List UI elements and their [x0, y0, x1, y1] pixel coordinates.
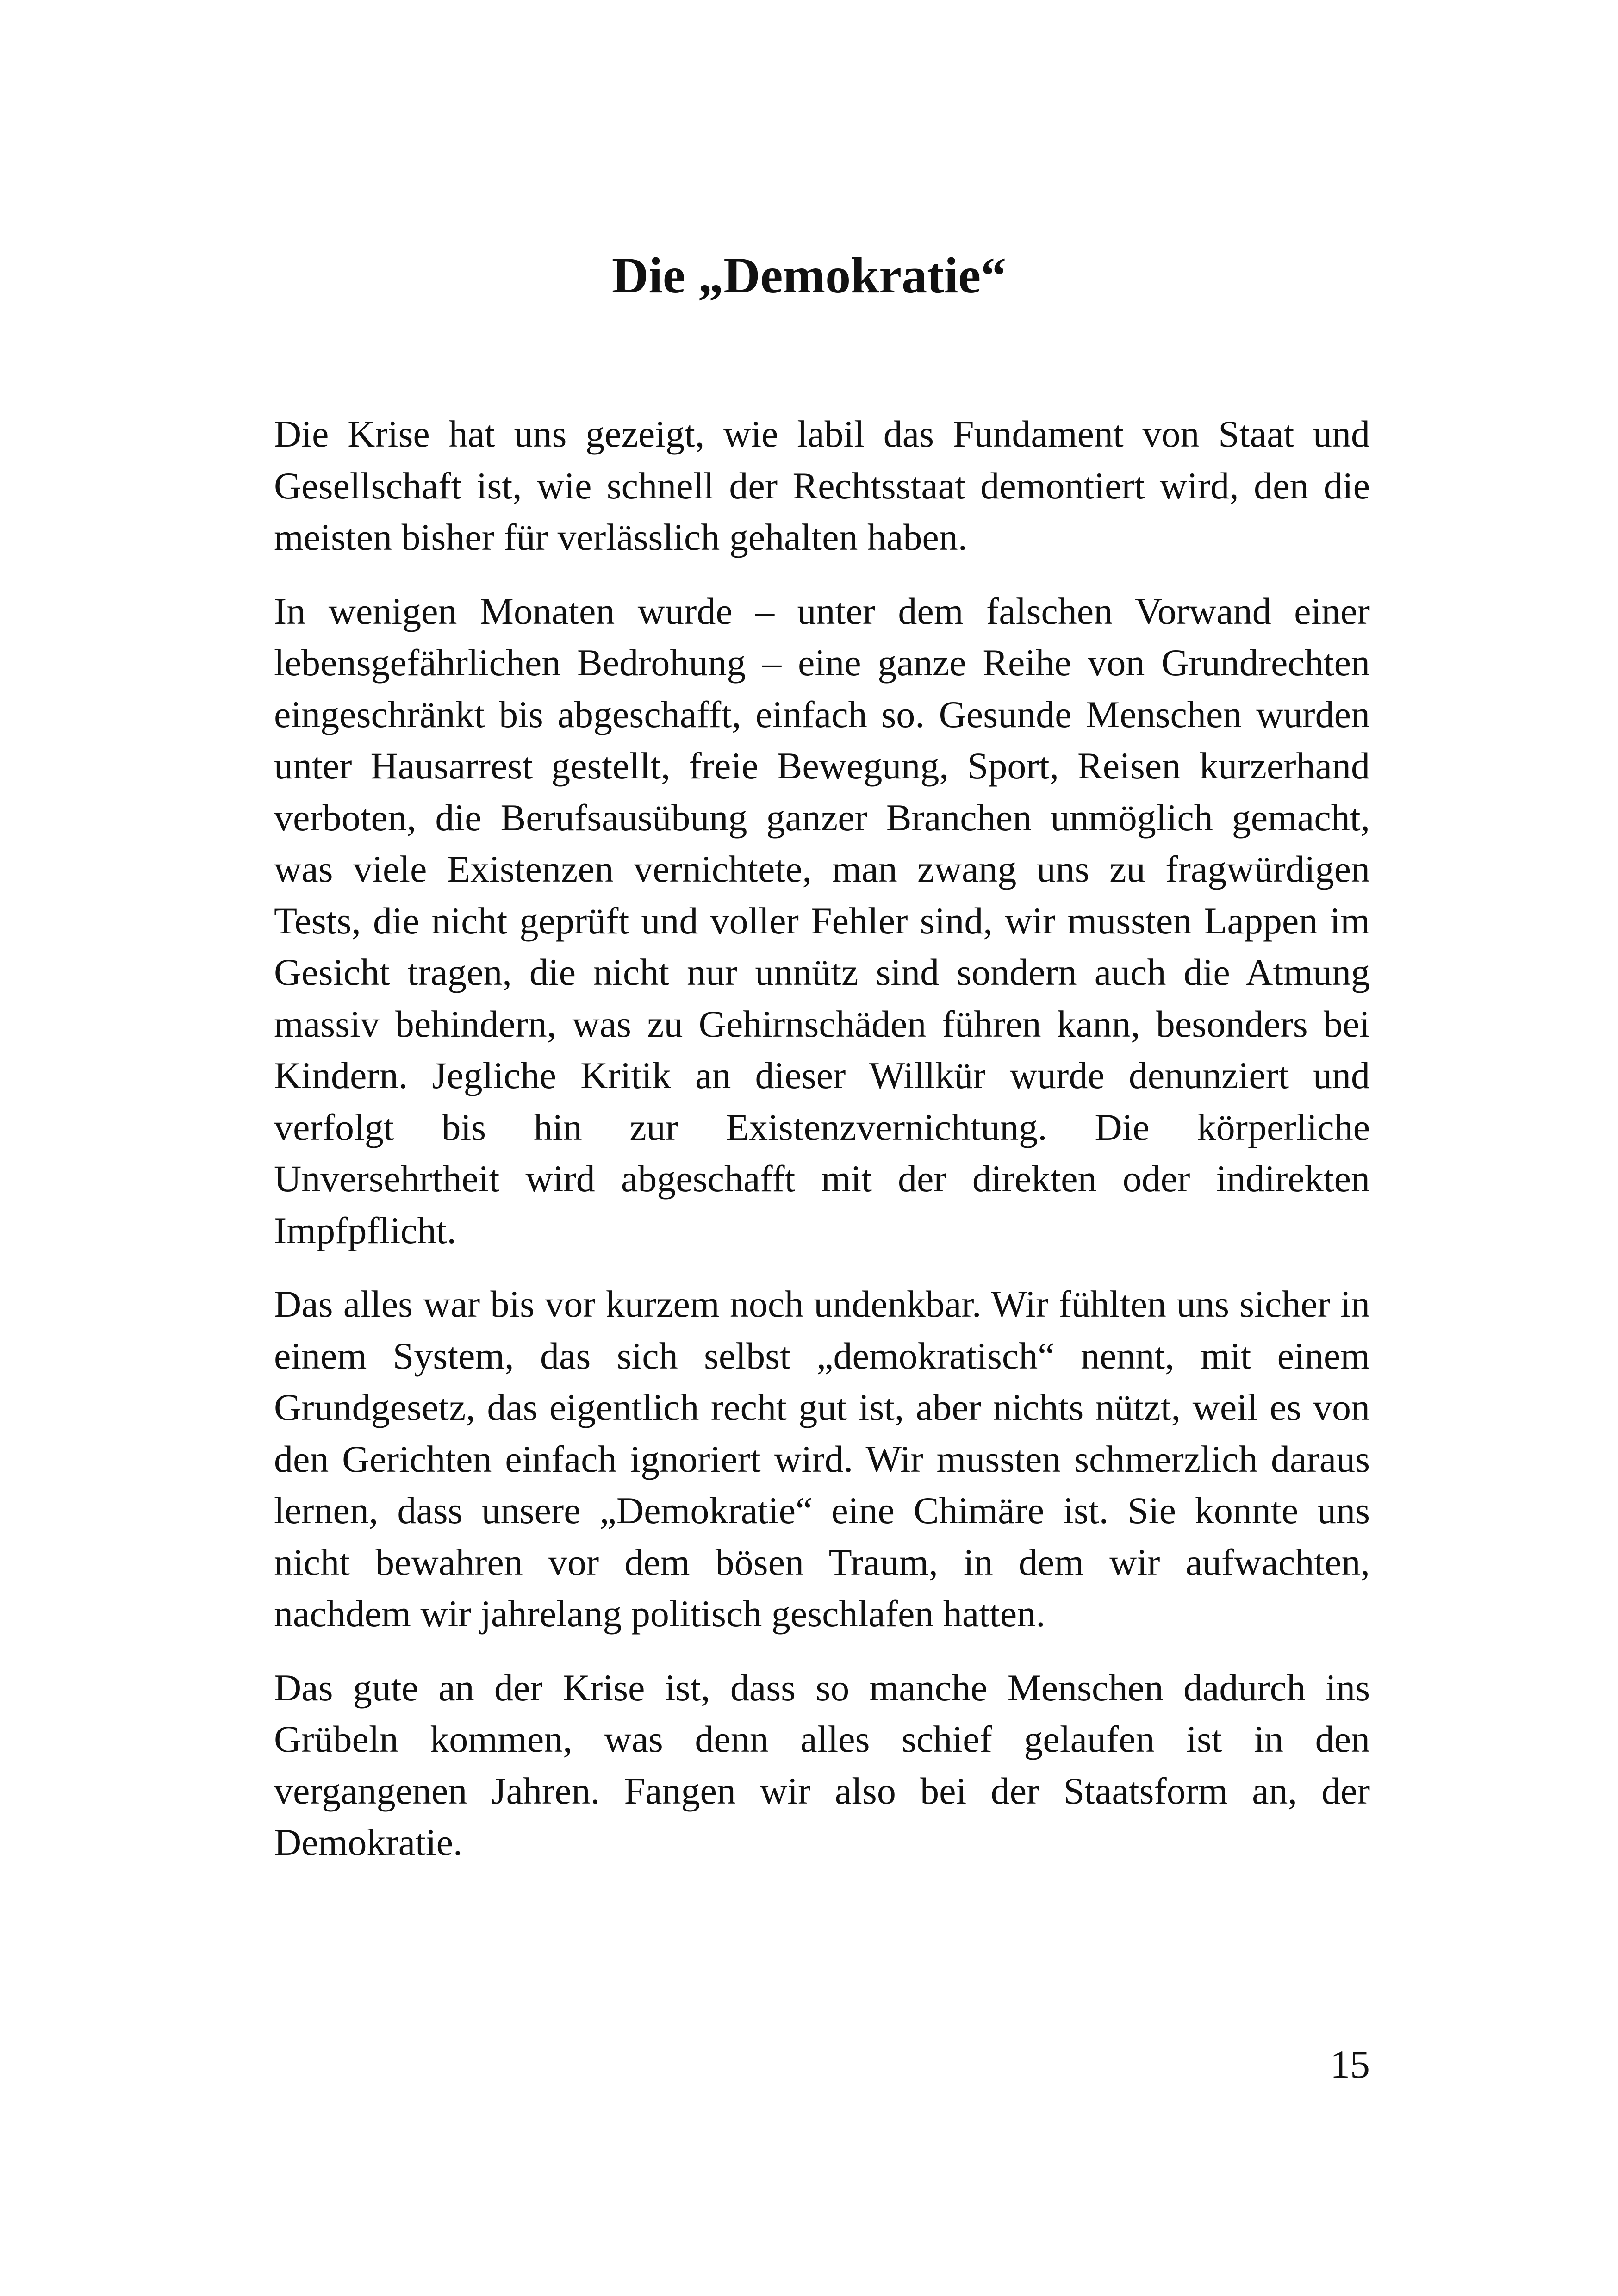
paragraph-2: In wenigen Monaten wurde – unter dem falschen Vorwand einer lebensgefährlichen Bedrohung – eine ganze Reihe von Grundrechten eingeschränkt bis abgeschafft, einfach so. Gesunde Menschen wurden unter Hausarrest gestellt, freie Bewegung, Sport, Reisen kurzerhand verboten, die Berufsausübung ganzer Branchen unmöglich gemacht, was viele Existenzen vernichtete, man zwang uns zu fragwürdigen Tests, die nicht geprüft und voller Fehler sind, wir mussten Lappen im Gesicht tragen, die nicht nur unnütz sind sondern auch die Atmung massiv behindern, was zu Gehirnschäden führen kann, besonders bei Kindern. Jegliche Kritik an dieser Willkür wurde denunziert und verfolgt bis hin zur Existenzvernichtung. Die körperliche Unversehrtheit wird abgeschafft mit der direkten oder indirekten Impfpflicht.	[274, 590, 1370, 1251]
body-text	[274, 408, 1370, 1891]
chapter-title: Die „Demokratie“	[611, 247, 1007, 304]
page-number: 15	[1330, 2042, 1370, 2086]
paragraph-3: Das alles war bis vor kurzem noch undenkbar. Wir fühlten uns sicher in einem System, das sich selbst „demokratisch“ nennt, mit einem Grundgesetz, das eigentlich recht gut ist, aber nichts nützt, weil es von den Gerichten einfach ignoriert wird. Wir mussten schmerzlich daraus lernen, dass unsere „Demokratie“ eine Chimäre ist. Sie konnte uns nicht bewahren vor dem bösen Traum, in dem wir aufwachten, nachdem wir jahrelang politisch geschlafen hatten.	[274, 1283, 1370, 1635]
paragraph-4: Das gute an der Krise ist, dass so manche Menschen dadurch ins Grübeln kommen, was denn alles schief gelaufen ist in den vergangenen Jahren. Fangen wir also bei der Staatsform an, der Demokratie.	[274, 1666, 1370, 1863]
paragraph-1: Die Krise hat uns gezeigt, wie labil das Fundament von Staat und Gesellschaft ist, wie schnell der Rechtsstaat demontiert wird, den die meisten bisher für verlässlich gehalten haben.	[274, 413, 1370, 558]
